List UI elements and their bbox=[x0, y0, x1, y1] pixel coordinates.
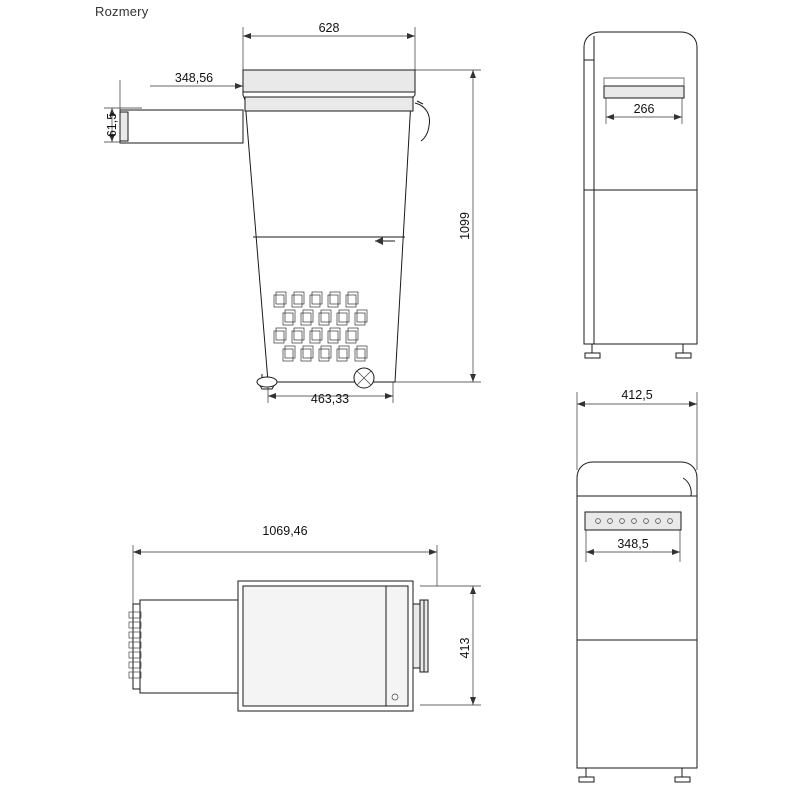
dim-label-628: 628 bbox=[318, 21, 340, 35]
page-title: Rozmery bbox=[95, 4, 149, 19]
dim-label-412-5: 412,5 bbox=[621, 388, 653, 402]
dim-label-266: 266 bbox=[633, 102, 655, 116]
dim-label-1099: 1099 bbox=[458, 212, 472, 240]
dim-label-348-56: 348,56 bbox=[174, 71, 214, 85]
dim-label-463-33: 463,33 bbox=[310, 392, 350, 406]
dim-label-1069-46: 1069,46 bbox=[262, 524, 308, 538]
dim-label-348-5: 348,5 bbox=[617, 537, 649, 551]
dim-label-61-5: 61,5 bbox=[105, 112, 119, 138]
dim-label-413: 413 bbox=[458, 637, 472, 659]
